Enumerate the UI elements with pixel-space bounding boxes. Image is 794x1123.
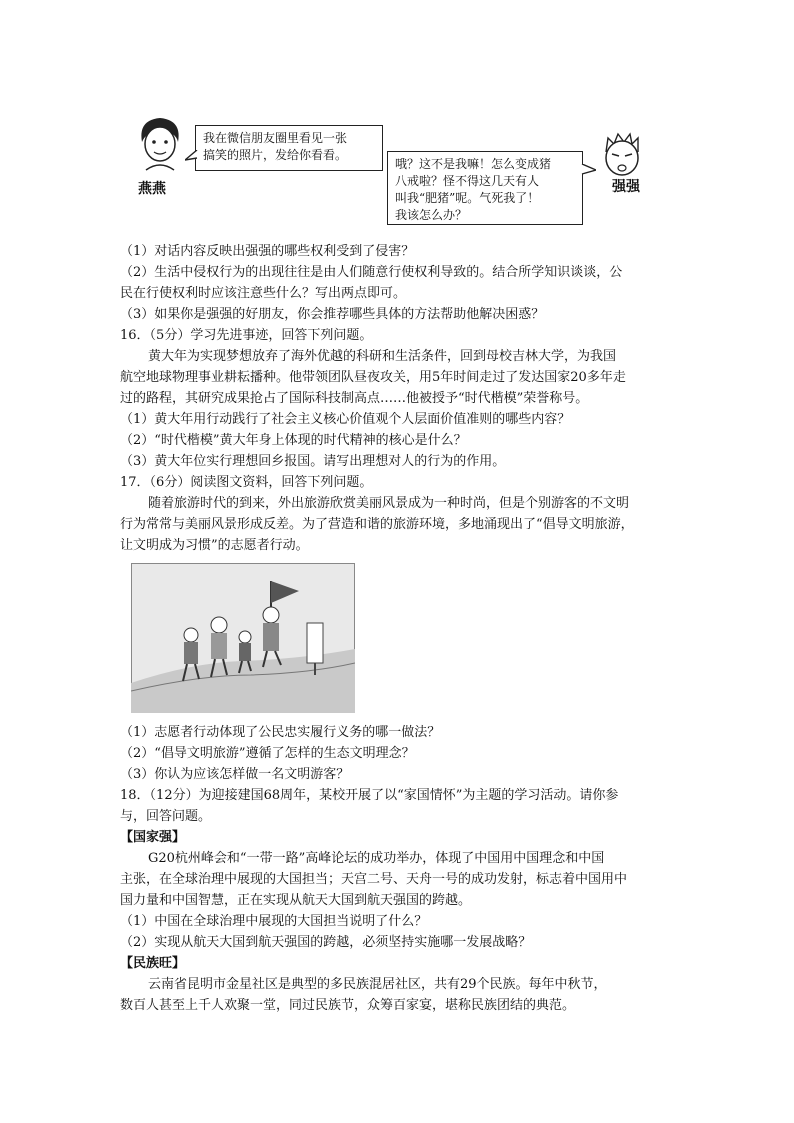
comic-left-girl-figure (132, 112, 188, 174)
q18-section-heading: 【民族旺】 (120, 956, 186, 971)
comic-left-bubble-line: 搞笑的照片，发给你看看。 (203, 148, 348, 162)
q17-title: 17．（6分）阅读图文资料，回答下列问题。 (120, 475, 373, 490)
q18-section2-paragraph: 云南省昆明市金星社区是典型的多民族混居社区，共有29个民族。每年中秋节， (148, 977, 607, 992)
q15-sub2-cont: 民在行使权利时应该注意些什么？写出两点即可。 (120, 286, 407, 301)
q16-paragraph: 黄大年为实现梦想放弃了海外优越的科研和生活条件，回到母校吉林大学，为我国 (148, 349, 617, 364)
q17-sub1: （1）志愿者行动体现了公民忠实履行义务的哪一做法？ (120, 725, 441, 740)
comic-left-bubble-line: 我在微信朋友圈里看见一张 (203, 131, 348, 145)
q16-sub1: （1）黄大年用行动践行了社会主义核心价值观个人层面价值准则的哪些内容？ (120, 412, 571, 427)
q18-section1-paragraph: 国力量和中国智慧，正在实现从航天大国到航天强国的跨越。 (120, 893, 472, 908)
comic-left-bubble-tail (185, 150, 199, 164)
q17-sub2: （2）“倡导文明旅游”遵循了怎样的生态文明理念？ (120, 746, 415, 761)
volunteer-hiking-picture (131, 563, 355, 713)
q16-title: 16．（5分）学习先进事迹，回答下列问题。 (120, 328, 373, 343)
q18-title: 18．（12分）为迎接建国68周年，某校开展了以“家国情怀”为主题的学习活动。请你参 (120, 788, 619, 803)
comic-right-bubble-line: 八戒啦？怪不得这几天有人 (395, 174, 540, 188)
q18-section1-paragraph: 主张，在全球治理中展现的大国担当；天宫二号、天舟一号的成功发射，标志着中国用中 (120, 872, 628, 887)
q15-sub3: （3）如果你是强强的好朋友，你会推荐哪些具体的方法帮助他解决困惑？ (120, 307, 545, 322)
comic-right-bubble-line: 我该怎么办？ (395, 208, 468, 222)
q16-paragraph: 航空地球物理事业耕耘播种。他带领团队昼夜攻关，用5年时间走过了发达国家20多年走 (120, 370, 626, 385)
comic-right-bubble (387, 151, 583, 225)
q18-section-heading: 【国家强】 (120, 830, 186, 845)
comic-right-bubble-line: 哦？这不是我嘛！怎么变成猪 (395, 157, 552, 171)
q15-sub2: （2）生活中侵权行为的出现往往是由人们随意行使权利导致的。结合所学知识谈谈，公 (120, 265, 623, 280)
q16-sub3: （3）黄大年位实行理想回乡报国。请写出理想对人的行为的作用。 (120, 454, 506, 469)
q17-sub3: （3）你认为应该怎样做一名文明游客？ (120, 767, 350, 782)
comic-left-bubble (195, 125, 383, 171)
q17-paragraph: 让文明成为习惯”的志愿者行动。 (120, 538, 309, 553)
comic-right-name: 强强 (612, 179, 640, 195)
q18-title-cont: 与，回答问题。 (120, 809, 212, 824)
q16-paragraph: 过的路程，其研究成果抢占了国际科技制高点……他被授予“时代楷模”荣誉称号。 (120, 391, 589, 406)
comic-left-name: 燕燕 (138, 181, 166, 197)
q17-paragraph: 行为常常与美丽风景形成反差。为了营造和谐的旅游环境，多地涌现出了“倡导文明旅游， (120, 517, 634, 532)
comic-right-bubble-line: 叫我“肥猪”呢。气死我了！ (395, 191, 540, 205)
q17-paragraph: 随着旅游时代的到来，外出旅游欣赏美丽风景成为一种时尚，但是个别游客的不文明 (148, 496, 630, 511)
q18-section1-paragraph: G20杭州峰会和“一带一路”高峰论坛的成功举办，体现了中国用中国理念和中国 (148, 851, 605, 866)
q18-sub2: （2）实现从航天大国到航天强国的跨越，必须坚持实施哪一发展战略？ (120, 935, 532, 950)
q16-sub2: （2）“时代楷模”黄大年身上体现的时代精神的核心是什么？ (120, 433, 467, 448)
q18-sub1: （1）中国在全球治理中展现的大国担当说明了什么？ (120, 914, 428, 929)
q18-section2-paragraph: 数百人甚至上千人欢聚一堂，同过民族节，众筹百家宴，堪称民族团结的典范。 (120, 998, 576, 1013)
q15-sub1: （1）对话内容反映出强强的哪些权利受到了侵害？ (120, 244, 415, 259)
